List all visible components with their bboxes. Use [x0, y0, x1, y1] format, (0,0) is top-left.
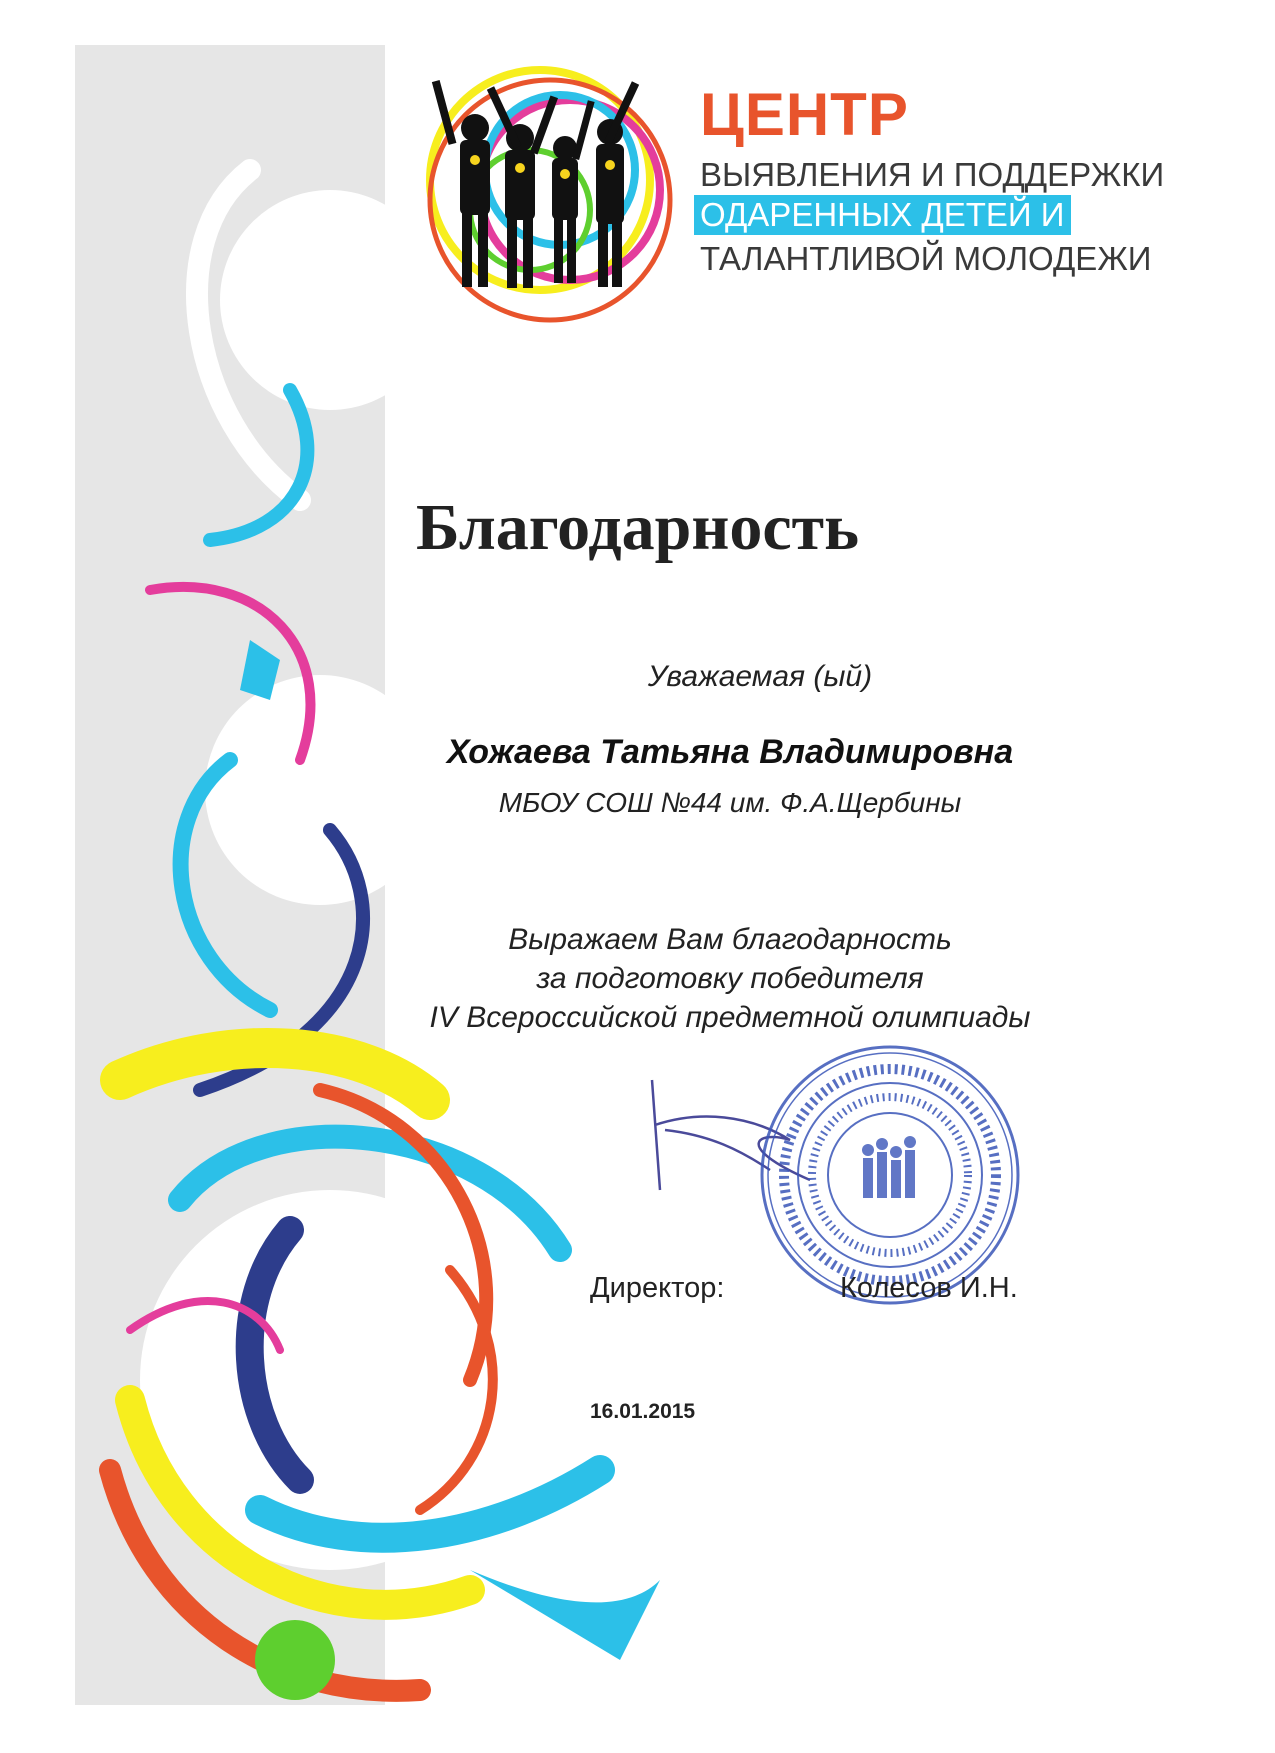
official-stamp — [755, 1040, 1025, 1310]
salutation: Уважаемая (ый) — [647, 660, 873, 693]
issue-date: 16.01.2015 — [590, 1400, 696, 1423]
body-line-3: IV Всероссийской предметной олимпиады — [429, 1001, 1031, 1034]
organization-name — [700, 81, 1165, 279]
children-silhouette-logo — [420, 40, 720, 330]
director-name: Колесов И.Н. — [840, 1272, 1018, 1304]
certificate-title: Благодарность — [416, 491, 859, 564]
body-line-2: за подготовку победителя — [536, 962, 924, 995]
certificate-body — [350, 920, 1110, 1037]
org-line-4: ТАЛАНТЛИВОЙ МОЛОДЕЖИ — [700, 240, 1152, 277]
recipient-name: Хожаева Татьяна Владимировна — [446, 733, 1014, 771]
org-line-2: ВЫЯВЛЕНИЯ И ПОДДЕРЖКИ — [700, 156, 1165, 193]
org-line-1: ЦЕНТР — [700, 81, 909, 148]
director-label: Директор: — [590, 1272, 725, 1304]
org-line-3: ОДАРЕННЫХ ДЕТЕЙ И — [694, 195, 1071, 235]
recipient-school: МБОУ СОШ №44 им. Ф.А.Щербины — [498, 787, 962, 818]
body-line-1: Выражаем Вам благодарность — [508, 923, 952, 956]
